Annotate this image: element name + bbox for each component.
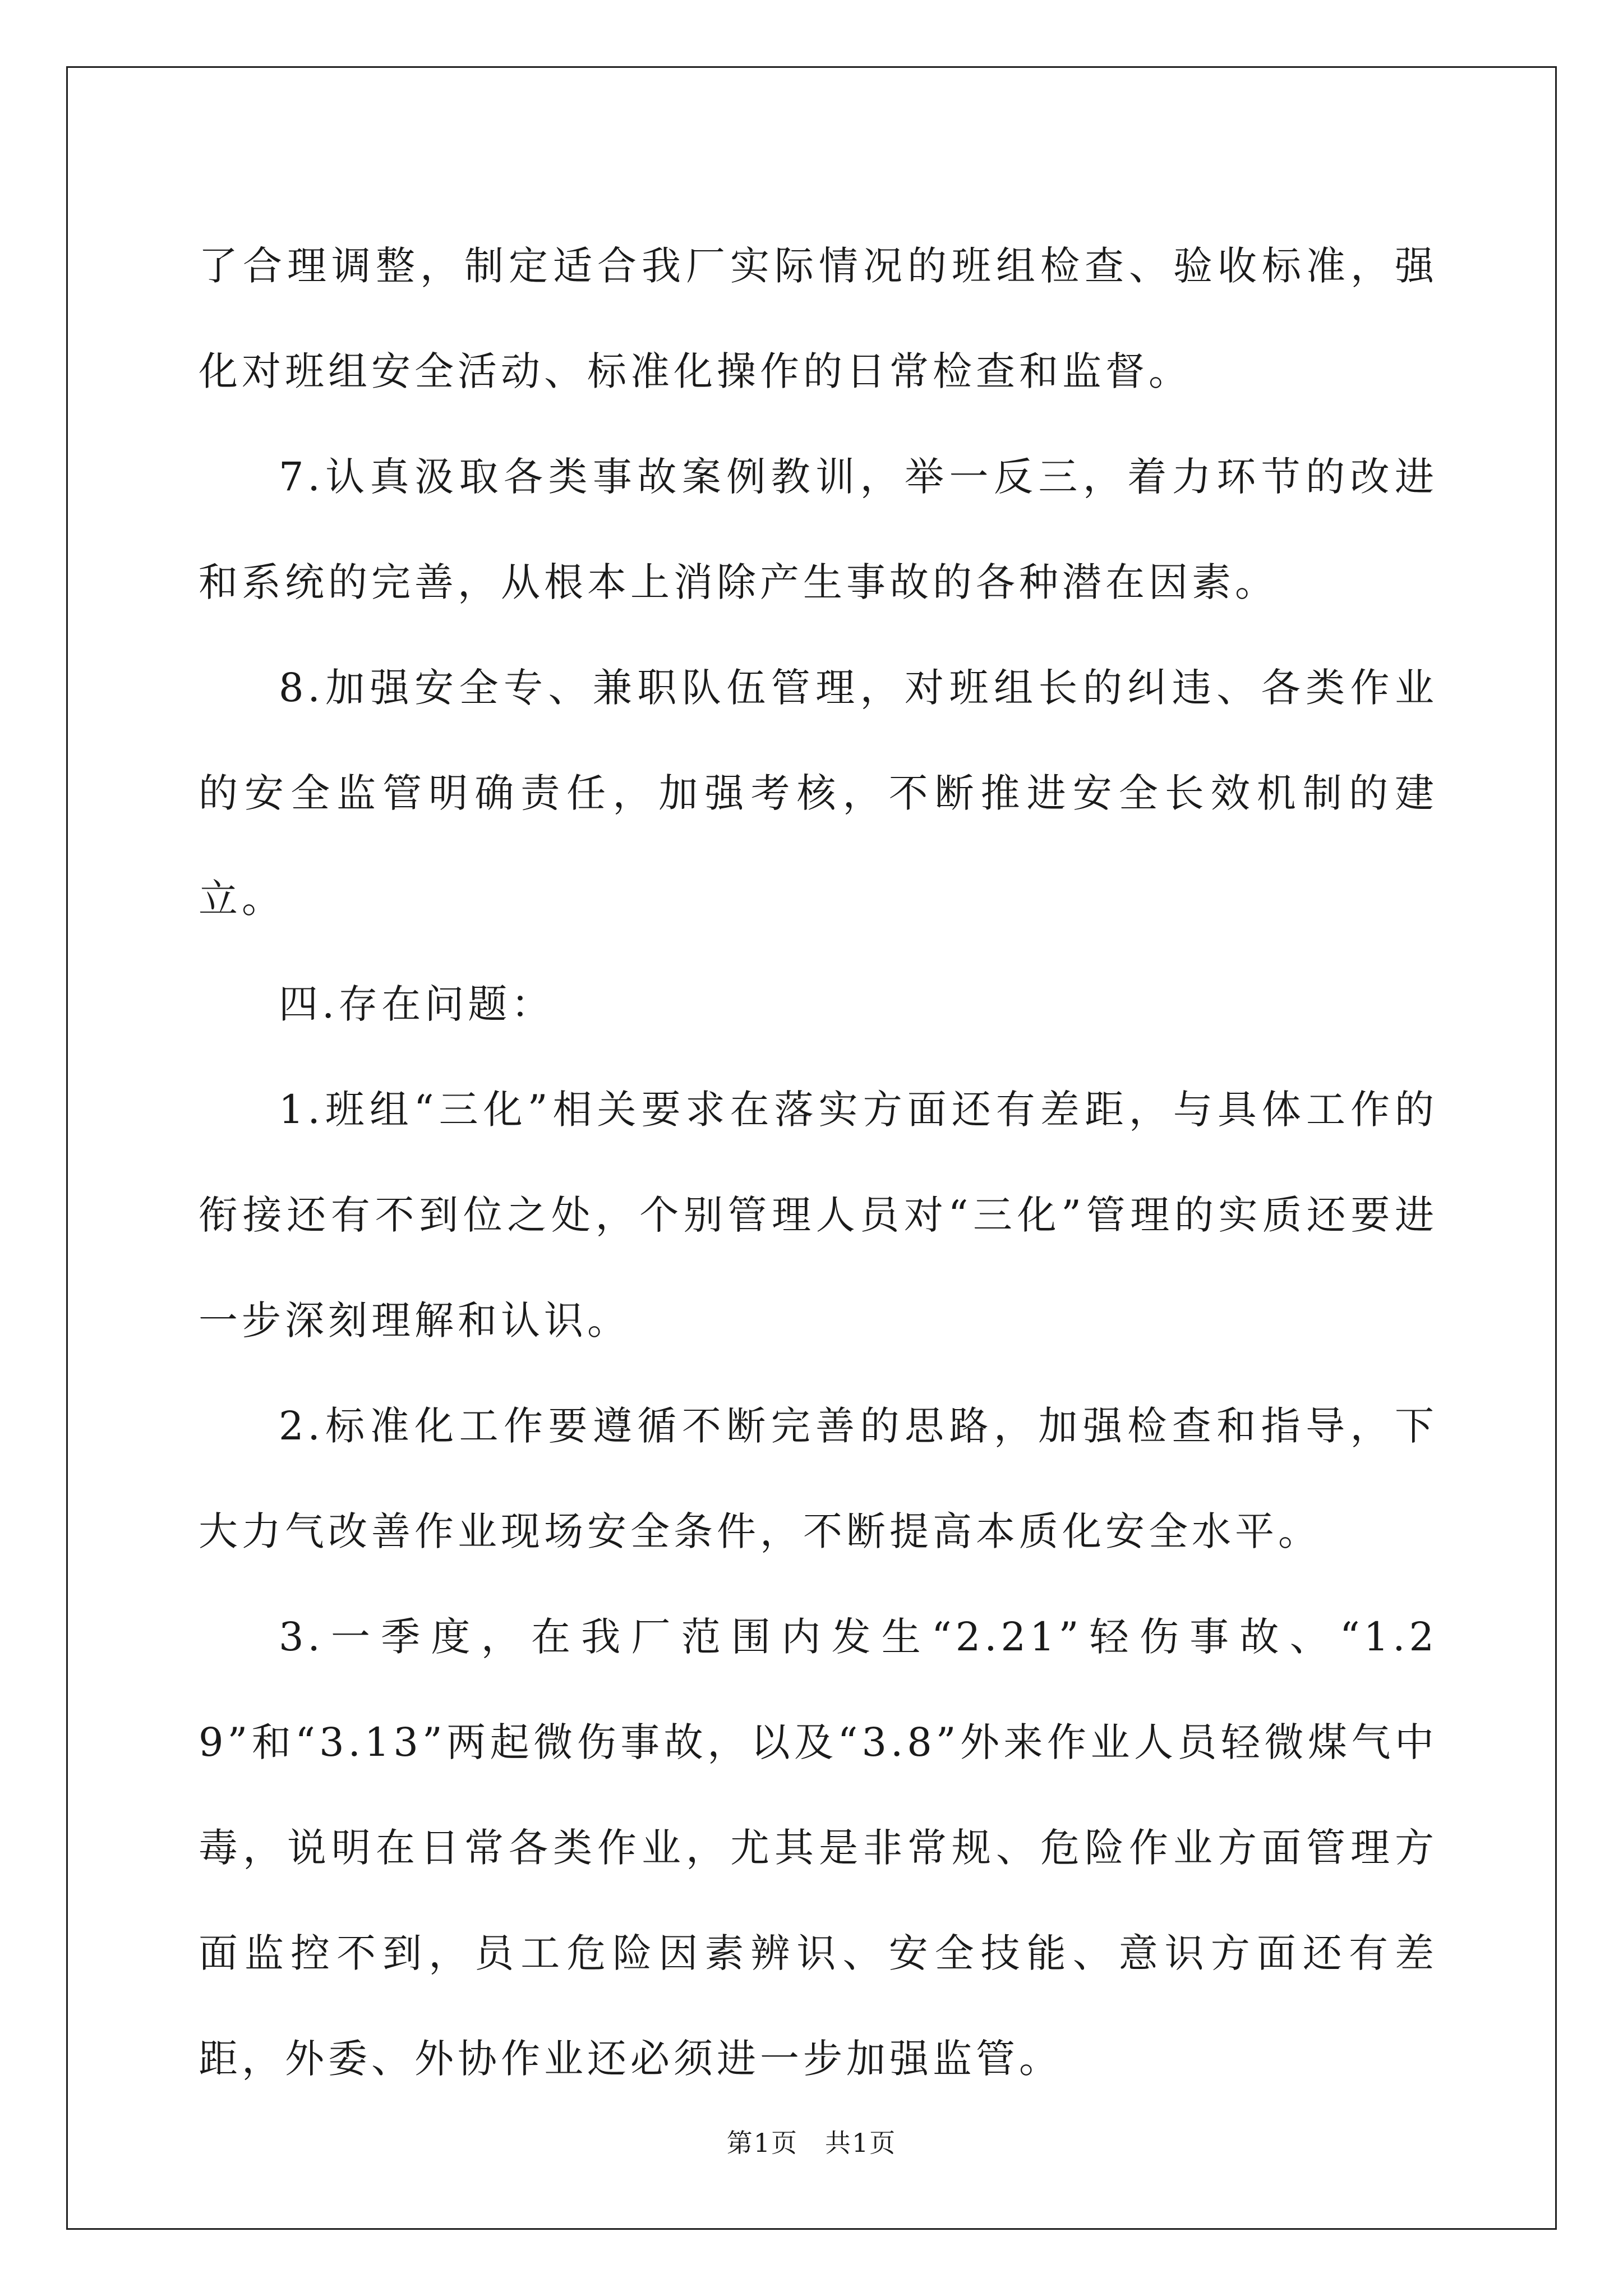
- section-heading-problems: 四.存在问题：: [279, 981, 555, 1027]
- paragraph-problem-1: 1.班组“三化”相关要求在落实方面还有差距，与具体工作的衔接还有不到位之处，个别管理人员对“三化”管理的实质还要进一步深刻理解和认识。: [199, 1087, 1438, 1343]
- paragraph-item-7: 7.认真汲取各类事故案例教训，举一反三，着力环节的改进和系统的完善，从根本上消除产生事故的各种潜在因素。: [199, 454, 1438, 605]
- paragraph-item-8: 8.加强安全专、兼职队伍管理，对班组长的纠违、各类作业的安全监管明确责任，加强考核，不断推进安全长效机制的建立。: [199, 665, 1438, 922]
- page-number-footer: 第1页 共1页: [726, 2128, 897, 2158]
- document-body: [199, 213, 1438, 2111]
- paragraph-problem-2: 2.标准化工作要遵循不断完善的思路，加强检查和指导，下大力气改善作业现场安全条件，不断提高本质化安全水平。: [199, 1403, 1438, 1554]
- paragraph-problem-3: 3.一季度，在我厂范围内发生“2.21”轻伤事故、“1.29”和“3.13”两起微伤事故，以及“3.8”外来作业人员轻微煤气中毒，说明在日常各类作业，尤其是非常规、危险作业方面管理方面监控不到，员工危险因素辨识、安全技能、意识方面还有差距，外委、外协作业还必须进一步加强监管。: [199, 1614, 1438, 2082]
- paragraph-continued: 了合理调整，制定适合我厂实际情况的班组检查、验收标准，强化对班组安全活动、标准化操作的日常检查和监督。: [199, 243, 1438, 394]
